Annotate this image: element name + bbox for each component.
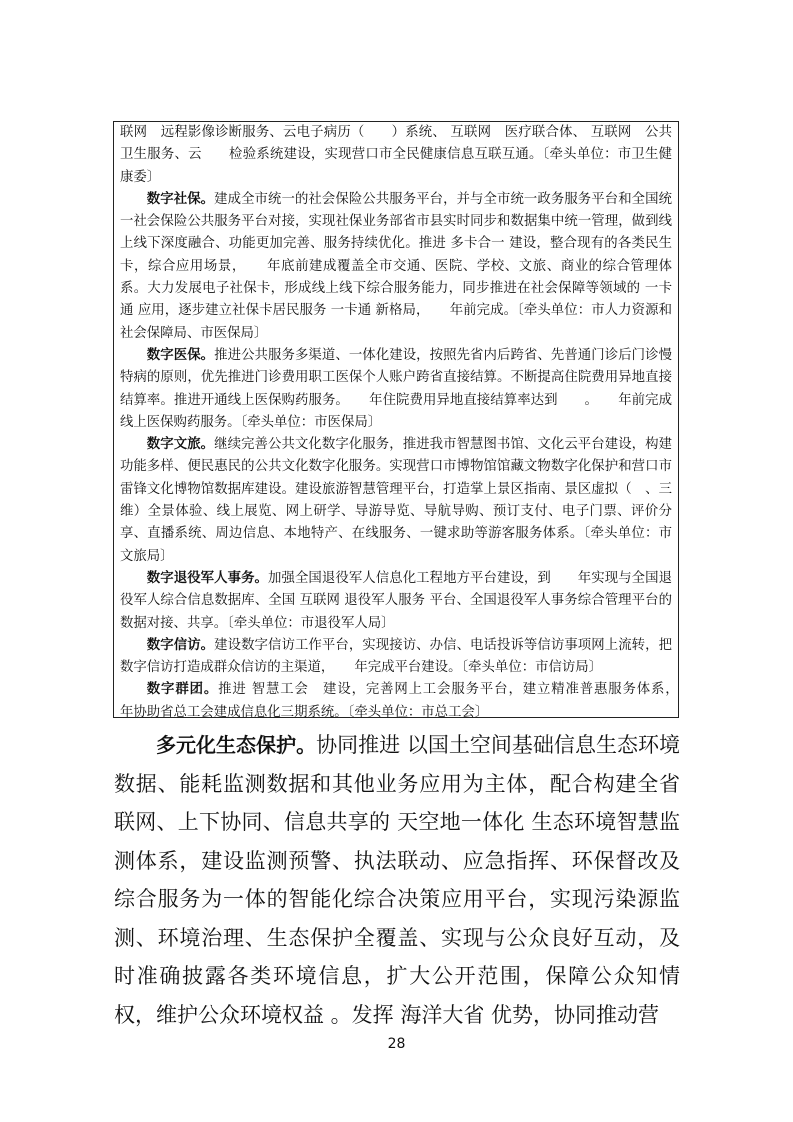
paragraph-digital-culture-tourism <box>120 434 672 568</box>
paragraph-text: 推进 智慧工会 建设，完善网上工会服务平台，建立精准普惠服务体系， 年协助省总工会建成信息化三期系统。〔牵头单位：市总工会〕 <box>120 682 699 720</box>
paragraph-heading: 数字医保。 <box>146 347 215 363</box>
paragraph-text: 建成全市统一的社会保险公共服务平台，并与全市统一政务服务平台和全国统一社会保险公共服务平台对接，实现社保业务部省市县实时同步和数据集中统一管理，做到线上线下深度融合、功能更加完善、服务持续优化。推进 多卡合一 建设，整合现有的各类民生卡，综合应用场景， 年底前建成覆盖全市交通、医院、学校、文旅、商业的综合管理体系。大力发展电子社保卡，形成线上线下综合服务能力，同步推进在社会保障等领域的 一卡通 应用，逐步建立社保卡居民服务 一卡通 新格局， 年前完成。〔牵头单位：市人力资源和社会保障局、市医保局〕 <box>120 191 672 341</box>
paragraph-heading: 多元化生态保护。 <box>156 733 317 757</box>
paragraph-text: 继续完善公共文化数字化服务，推进我市智慧图书馆、文化云平台建设，构建功能多样、便民惠民的公共文化数字化服务。实现营口市博物馆馆藏文物数字化保护和营口市雷锋文化博物馆数据库建设。建设旅游智慧管理平台，打造掌上景区指南、景区虚拟（ 、三维）全景体验、线上展览、网上研学、导游导览、导航导购、预订支付、电子门票、评价分享、直播系统、周边信息、本地特产、在线服务、一键求助等游客服务体系。〔牵头单位：市文旅局〕 <box>120 437 672 564</box>
paragraph-text: 建设数字信访工作平台，实现接访、办信、电话投诉等信访事项网上流转，把数字信访打造成群众信访的主渠道， 年完成平台建设。〔牵头单位：市信访局〕 <box>120 637 672 676</box>
paragraph-ecological-protection <box>114 726 680 1034</box>
paragraph-digital-medical-insurance <box>120 345 672 434</box>
paragraph-text: 协同推进 以国土空间基础信息生态环境数据、能耗监测数据和其他业务应用为主体，配合构建全省联网、上下协同、信息共享的 天空地一体化 生态环境智慧监测体系，建设监测预警、执法联动、应急指挥、环保督改及综合服务为一体的智能化综合决策应用平台，实现污染源监测、环境治理、生态保护全覆盖、实现与公众良好互动，及时准确披露各类环境信息，扩大公开范围，保障公众知情权，维护公众环境权益 。发挥 海洋大省 优势，协同推动营 <box>114 733 680 1027</box>
paragraph-text: 推进公共服务多渠道、一体化建设，按照先省内后跨省、先普通门诊后门诊慢特病的原则，优先推进门诊费用职工医保个人账户跨省直接结算。不断提高住院费用异地直接结算率。推进开通线上医保购药服务。 年住院费用异地直接结算率达到 。 年前完成线上医保购药服务。〔牵头单位：市医保局〕 <box>120 347 672 430</box>
paragraph-heading: 数字群团。 <box>146 682 219 698</box>
paragraph-digital-petition <box>120 635 672 680</box>
body-section <box>114 726 680 1034</box>
paragraph-heading: 数字信访。 <box>146 637 215 653</box>
paragraph-digital-veterans <box>120 568 672 635</box>
paragraph-heading: 数字退役军人事务。 <box>146 570 269 586</box>
paragraph-text: 联网 远程影像诊断服务、云电子病历（ ）系统、 互联网 医疗联合体、 互联网 公共卫生服务、云 检验系统建设，实现营口市全民健康信息互联互通。〔牵头单位：市卫生健康委〕 <box>120 125 672 185</box>
paragraph-text: 加强全国退役军人信息化工程地方平台建设，到 年实现与全国退役军人综合信息数据库、全国 互联网 退役军人服务 平台、全国退役军人事务综合管理平台的数据对接、共享。〔牵头单位：市退役军人局〕 <box>120 570 672 631</box>
boxed-section <box>113 121 699 720</box>
paragraph-digital-social-security <box>120 189 672 345</box>
paragraph-heading: 数字文旅。 <box>146 437 215 453</box>
paragraph-health-info <box>120 122 672 189</box>
paragraph-heading: 数字社保。 <box>146 191 215 207</box>
paragraph-digital-mass-organizations <box>120 679 699 724</box>
page-number: 28 <box>387 1036 406 1052</box>
